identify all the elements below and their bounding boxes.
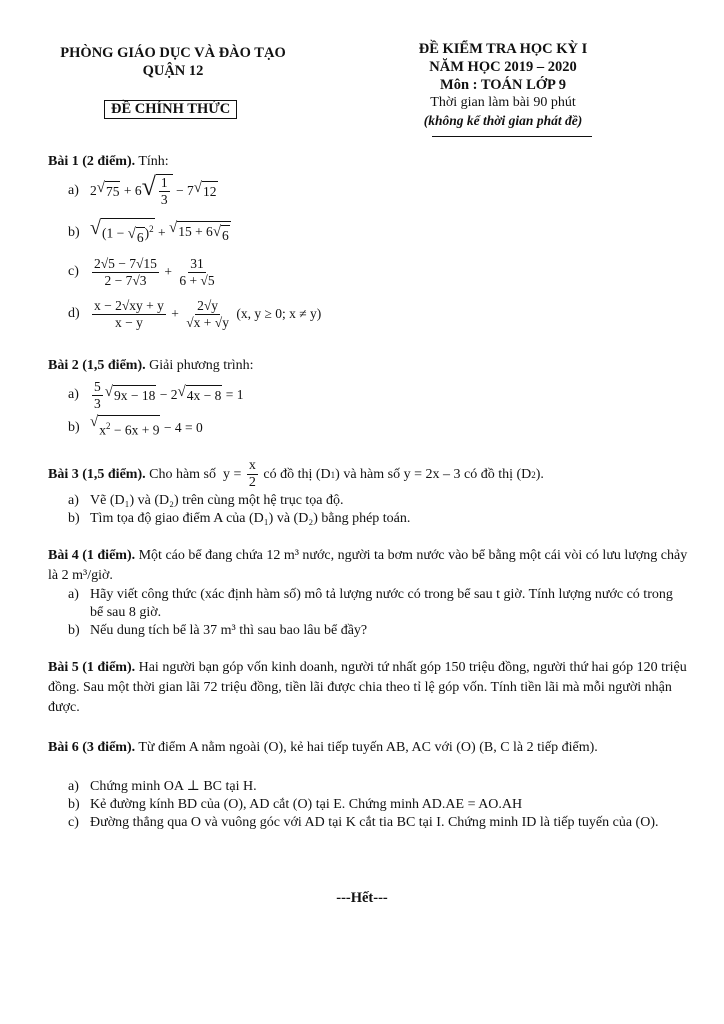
duration-note: (không kể thời gian phát đề) xyxy=(423,113,583,128)
bai1-heading xyxy=(48,152,688,172)
department-name: PHÒNG GIÁO DỤC VÀ ĐÀO TẠO xyxy=(60,45,286,61)
item-text: Đường thẳng qua O và vuông góc với AD tại K cắt tia BC tại I. Chứng minh ID là tiếp tuyến của (O). xyxy=(90,815,659,830)
bai5-title: Bài 5 (1 điểm). xyxy=(48,660,136,675)
district-name: QUẬN 12 xyxy=(142,63,204,79)
item-label: a) xyxy=(68,183,79,198)
item-text: Vẽ (D₁) và (D₂) trên cùng một hệ trục tọa độ. xyxy=(90,493,344,508)
item-label: a) xyxy=(68,493,79,508)
bai6-paragraph xyxy=(48,738,688,758)
header-underline xyxy=(432,136,592,137)
item-label: b) xyxy=(68,225,80,240)
official-stamp: ĐỀ CHÍNH THỨC xyxy=(104,100,237,119)
bai1-item-c xyxy=(68,254,219,290)
bai6-text: Từ điểm A nằm ngoài (O), kẻ hai tiếp tuyến AB, AC với (O) (B, C là 2 tiếp điểm). xyxy=(135,740,598,755)
item-label: d) xyxy=(68,306,80,321)
bai3-text3: ) và hàm số y = 2x – 3 có đồ thị (D xyxy=(335,466,532,482)
condition: (x, y ≥ 0; x ≠ y) xyxy=(236,306,322,321)
bai2-heading xyxy=(48,356,688,376)
exam-header xyxy=(378,40,628,130)
item-label: b) xyxy=(68,420,80,435)
bai4-paragraph xyxy=(48,546,688,586)
item-label: b) xyxy=(68,511,80,526)
school-year: NĂM HỌC 2019 – 2020 xyxy=(429,59,577,75)
item-text: Nếu dung tích bể là 37 m³ thì sau bao lâu bể đầy? xyxy=(90,623,368,638)
bai2-title: Bài 2 (1,5 điểm). xyxy=(48,358,146,373)
bai4-text: Một cáo bể đang chứa 12 m³ nước, người ta bơm nước vào bể bằng một cái vòi có lưu lượng chảy là 2 m³/giờ. xyxy=(48,548,688,583)
item-label: c) xyxy=(68,815,79,830)
bai6-subitems xyxy=(68,778,684,832)
bai3-text1: Cho hàm số y = xyxy=(145,466,245,482)
item-text: Tìm tọa độ giao điểm A của (D₁) và (D₂) bằng phép toán. xyxy=(90,511,411,526)
bai4-item-b xyxy=(68,622,684,640)
bai6-title: Bài 6 (3 điểm). xyxy=(48,740,136,755)
math-expression: √ (1 − √ 6 )$^2$ + √ 15 + 6 √ 6 xyxy=(90,218,231,248)
item-text: Hãy viết công thức (xác định hàm số) mô tả lượng nước có trong bể sau t giờ. Tính lượng nước có trong bể sau 8 giờ. xyxy=(90,587,673,620)
item-label: c) xyxy=(68,264,79,279)
exam-title: ĐỀ KIỂM TRA HỌC KỲ I xyxy=(418,41,588,57)
subject: Môn : TOÁN LỚP 9 xyxy=(440,77,566,93)
item-text: Kẻ đường kính BD của (O), AD cắt (O) tại E. Chứng minh AD.AE = AO.AH xyxy=(90,797,523,812)
item-text: Chứng minh OA ⊥ BC tại H. xyxy=(90,779,257,794)
math-expression: $\frac{x - 2√xy + y}{x - y}$ + $\frac{2√y}{√x + √y}$ (x, y ≥ 0; x ≠ y) xyxy=(94,297,322,330)
bai6-item-b xyxy=(68,796,684,814)
duration: Thời gian làm bài 90 phút xyxy=(430,95,576,110)
bai3-text2: có đồ thị (D xyxy=(259,466,331,482)
bai3-heading: Bài 3 (1,5 điểm). Cho hàm số y = $\frac{x}{2}$ có đồ thị (D 1 ) và hàm số y = 2x – 3 có đồ thị (D 2 ). xyxy=(48,458,544,490)
bai6-item-c xyxy=(68,814,684,832)
bai5-text: Hai người bạn góp vốn kinh doanh, người tứ nhất góp 150 triệu đồng, người thứ hai góp 120 triệu đồng. Sau một thời gian lãi 72 triệu đồng, tiền lãi được chia theo tỉ lệ góp vốn. Tính tiền lãi mà mỗi người nhận được. xyxy=(48,660,687,715)
bai4-subitems xyxy=(68,586,684,640)
bai3-title: Bài 3 (1,5 điểm). xyxy=(48,466,146,482)
bai2-item-b xyxy=(68,416,203,440)
math-expression: 2 √ 75 + 6 √ $\frac{1}{3}$ − 7 √ 12 xyxy=(90,172,217,207)
bai6-item-a xyxy=(68,778,684,796)
bai2-item-a xyxy=(68,378,243,412)
math-expression: √ $x^2 - 6x + 9$ − 4 = 0 xyxy=(90,415,203,441)
bai5-paragraph xyxy=(48,658,688,718)
bai2-text: Giải phương trình: xyxy=(145,358,254,373)
item-label: a) xyxy=(68,779,79,794)
bai1-item-d xyxy=(68,296,321,332)
bai1-item-b xyxy=(68,217,231,246)
bai3-item-b xyxy=(68,510,684,528)
item-label: b) xyxy=(68,797,80,812)
end-marker: ---Hết--- xyxy=(336,890,388,906)
bai3-item-a xyxy=(68,492,684,510)
math-expression: $\frac{2√5 - 7√15}{2 - 7√3}$ + $\frac{31}{6 + √5}$ xyxy=(94,255,215,288)
bai1-title: Bài 1 (2 điểm). xyxy=(48,154,136,169)
bai3-text4: ). xyxy=(535,466,544,482)
math-expression: $\frac{5}{3}$ √ 9x − 18 − 2 √ 4x − 8 = 1 xyxy=(94,378,244,411)
bai1-item-a xyxy=(68,172,218,207)
bai4-title: Bài 4 (1 điểm). xyxy=(48,548,136,563)
bai4-item-a xyxy=(68,586,684,622)
item-label: b) xyxy=(68,623,80,638)
item-label: a) xyxy=(68,587,79,602)
bai3-subitems xyxy=(68,492,684,528)
department-header xyxy=(38,44,308,80)
item-label: a) xyxy=(68,387,79,402)
bai1-text: Tính: xyxy=(135,154,169,169)
